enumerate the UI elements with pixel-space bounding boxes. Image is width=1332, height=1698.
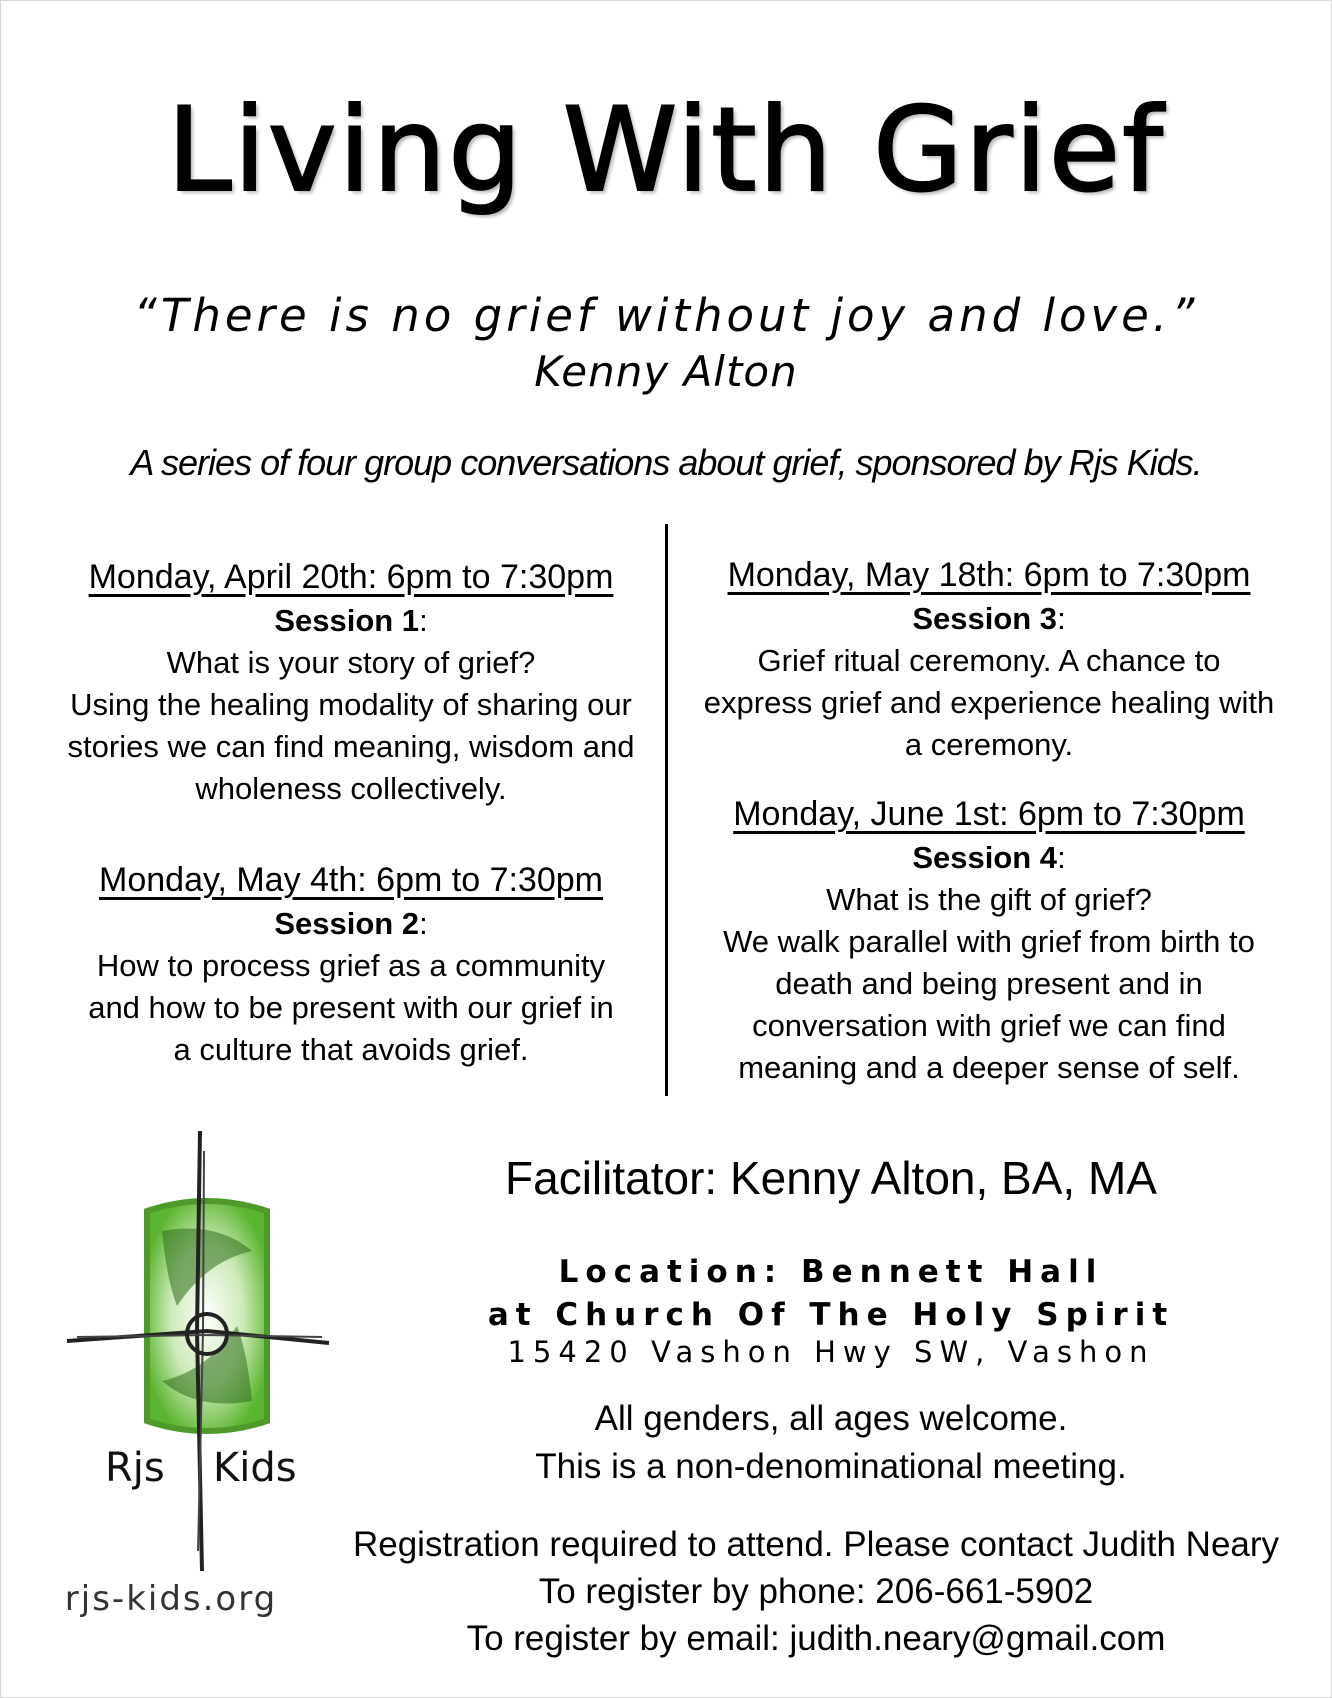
session-line: stories we can find meaning, wisdom and [67, 729, 635, 764]
welcome-note [331, 1395, 1331, 1491]
session-4 [689, 791, 1289, 1089]
session-heading: Session 1: [274, 603, 428, 638]
session-line: What is your story of grief? [166, 645, 536, 680]
session-line: a culture that avoids grief. [173, 1032, 529, 1067]
session-line: and how to be present with our grief in [88, 990, 614, 1025]
session-date: Monday, May 18th: 6pm to 7:30pm [727, 556, 1251, 594]
location-line-1: Location: Bennett Hall [558, 1254, 1104, 1290]
session-label: Session 1 [274, 603, 420, 638]
session-label: Session 3 [912, 601, 1058, 636]
session-line: wholeness collectively. [195, 771, 507, 806]
rjs-kids-logo-icon [67, 1131, 367, 1571]
session-date: Monday, June 1st: 6pm to 7:30pm [733, 795, 1245, 833]
welcome-line-1: All genders, all ages welcome. [594, 1399, 1068, 1438]
session-line: Using the healing modality of sharing our [70, 687, 632, 722]
quote-text: “There is no grief without joy and love.” [133, 289, 1199, 342]
location [331, 1251, 1331, 1337]
session-heading: Session 4: [912, 840, 1066, 875]
session-line: Grief ritual ceremony. A chance to [757, 643, 1221, 678]
session-label: Session 4 [912, 840, 1058, 875]
session-2 [51, 857, 651, 1071]
session-line: a ceremony. [904, 727, 1074, 762]
session-heading: Session 3: [912, 601, 1066, 636]
quote-author: Kenny Alton [534, 347, 798, 396]
session-heading: Session 2: [274, 906, 428, 941]
registration-info [301, 1521, 1331, 1662]
flyer-title: Living With Grief [166, 83, 1166, 218]
session-line: meaning and a deeper sense of self. [738, 1050, 1240, 1085]
session-line: conversation with grief we can find [752, 1008, 1226, 1043]
session-date: Monday, April 20th: 6pm to 7:30pm [88, 558, 614, 596]
session-line: How to process grief as a community [96, 948, 606, 983]
facilitator: Facilitator: Kenny Alton, BA, MA [505, 1152, 1157, 1204]
session-label: Session 2 [274, 906, 420, 941]
column-divider [665, 524, 668, 1096]
registration-email: To register by email: judith.neary@gmail.com [466, 1619, 1166, 1658]
session-line: death and being present and in [775, 966, 1203, 1001]
series-description: A series of four group conversations about grief, sponsored by Rjs Kids. [130, 442, 1202, 483]
session-date: Monday, May 4th: 6pm to 7:30pm [99, 861, 603, 899]
session-1 [51, 554, 651, 810]
logo-url: rjs-kids.org [64, 1579, 278, 1619]
rjs-kids-logo [67, 1131, 367, 1571]
location-address: 15420 Vashon Hwy SW, Vashon [507, 1335, 1155, 1369]
location-line-2: at Church Of The Holy Spirit [487, 1297, 1175, 1333]
session-line: What is the gift of grief? [826, 882, 1152, 917]
logo-text-right: Kids [213, 1445, 297, 1491]
session-line: express grief and experience healing with [703, 685, 1275, 720]
session-3 [689, 552, 1289, 766]
registration-line-1: Registration required to attend. Please contact Judith Neary [352, 1525, 1280, 1564]
logo-text-left: Rjs [105, 1445, 165, 1491]
welcome-line-2: This is a non-denominational meeting. [535, 1447, 1127, 1486]
registration-phone: To register by phone: 206-661-5902 [538, 1572, 1094, 1611]
session-line: We walk parallel with grief from birth to [723, 924, 1255, 959]
